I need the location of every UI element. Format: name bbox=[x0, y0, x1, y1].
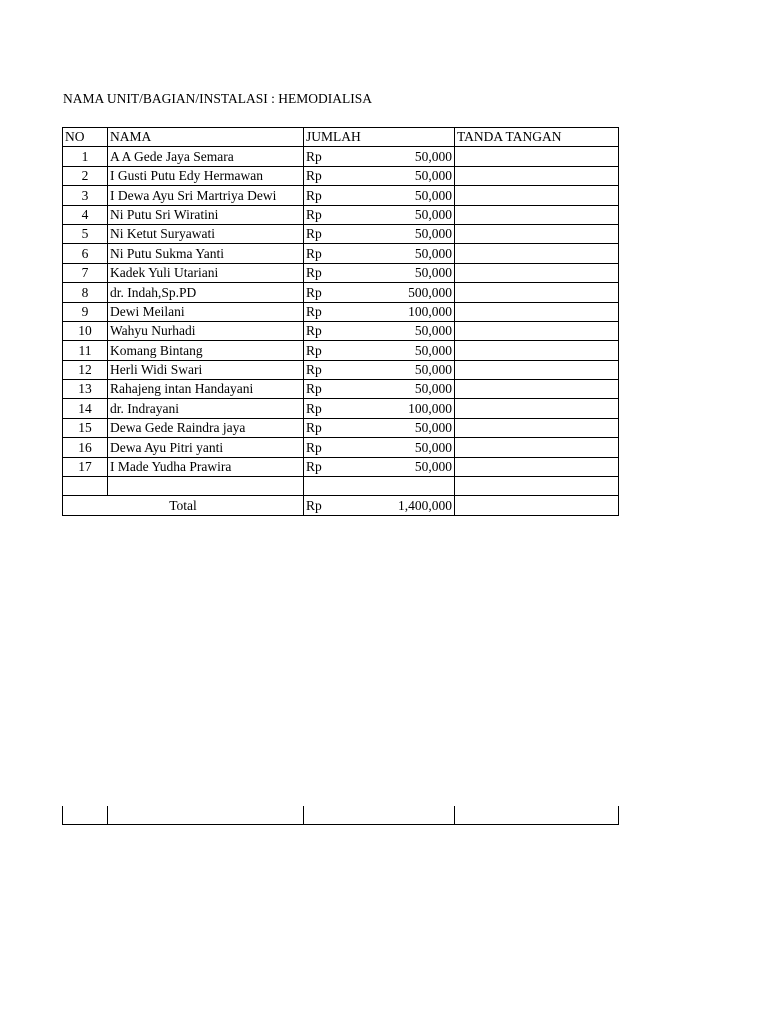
row-signature bbox=[455, 360, 619, 379]
table-row bbox=[63, 244, 619, 263]
row-name: Ni Putu Sukma Yanti bbox=[108, 244, 304, 263]
row-name: Komang Bintang bbox=[108, 341, 304, 360]
row-name: Rahajeng intan Handayani bbox=[108, 380, 304, 399]
row-number: 3 bbox=[63, 186, 108, 205]
row-amount: 500,000 bbox=[344, 283, 455, 302]
table-row bbox=[63, 263, 619, 282]
row-amount: 50,000 bbox=[344, 224, 455, 243]
empty-cell-no bbox=[63, 477, 108, 496]
empty-cell-tanda-tangan bbox=[455, 477, 619, 496]
row-amount: 50,000 bbox=[344, 244, 455, 263]
row-name: Wahyu Nurhadi bbox=[108, 321, 304, 340]
row-currency: Rp bbox=[304, 418, 344, 437]
table-row bbox=[63, 224, 619, 243]
header-row bbox=[63, 128, 619, 147]
header-tanda-tangan: TANDA TANGAN bbox=[455, 128, 619, 147]
row-name: dr. Indah,Sp.PD bbox=[108, 283, 304, 302]
row-number: 14 bbox=[63, 399, 108, 418]
row-currency: Rp bbox=[304, 244, 344, 263]
row-number: 7 bbox=[63, 263, 108, 282]
row-number: 12 bbox=[63, 360, 108, 379]
row-number: 9 bbox=[63, 302, 108, 321]
table-body bbox=[63, 128, 619, 516]
row-signature bbox=[455, 283, 619, 302]
table-row bbox=[63, 283, 619, 302]
row-number: 16 bbox=[63, 438, 108, 457]
row-signature bbox=[455, 263, 619, 282]
header-nama: NAMA bbox=[108, 128, 304, 147]
bottom-cell-tanda-tangan bbox=[455, 806, 619, 825]
row-number: 17 bbox=[63, 457, 108, 476]
row-amount: 50,000 bbox=[344, 341, 455, 360]
table-row bbox=[63, 186, 619, 205]
row-currency: Rp bbox=[304, 263, 344, 282]
total-label: Total bbox=[63, 496, 304, 515]
row-number: 1 bbox=[63, 147, 108, 166]
row-name: Ni Putu Sri Wiratini bbox=[108, 205, 304, 224]
row-currency: Rp bbox=[304, 186, 344, 205]
total-amount: 1,400,000 bbox=[344, 496, 455, 515]
row-number: 10 bbox=[63, 321, 108, 340]
row-signature bbox=[455, 321, 619, 340]
total-currency: Rp bbox=[304, 496, 344, 515]
page-bottom-table-fragment bbox=[62, 806, 619, 825]
row-number: 11 bbox=[63, 341, 108, 360]
row-signature bbox=[455, 205, 619, 224]
row-currency: Rp bbox=[304, 360, 344, 379]
row-signature bbox=[455, 438, 619, 457]
row-currency: Rp bbox=[304, 321, 344, 340]
row-amount: 50,000 bbox=[344, 438, 455, 457]
row-currency: Rp bbox=[304, 302, 344, 321]
row-currency: Rp bbox=[304, 438, 344, 457]
row-amount: 50,000 bbox=[344, 147, 455, 166]
row-signature bbox=[455, 147, 619, 166]
row-signature bbox=[455, 380, 619, 399]
unit-title: NAMA UNIT/BAGIAN/INSTALASI : HEMODIALISA bbox=[63, 91, 373, 106]
table-row bbox=[63, 302, 619, 321]
row-currency: Rp bbox=[304, 283, 344, 302]
row-name: I Gusti Putu Edy Hermawan bbox=[108, 166, 304, 185]
row-name: Dewa Ayu Pitri yanti bbox=[108, 438, 304, 457]
row-currency: Rp bbox=[304, 457, 344, 476]
row-amount: 50,000 bbox=[344, 186, 455, 205]
row-amount: 50,000 bbox=[344, 360, 455, 379]
row-name: I Made Yudha Prawira bbox=[108, 457, 304, 476]
empty-cell-nama bbox=[108, 477, 304, 496]
header-no: NO bbox=[63, 128, 108, 147]
row-currency: Rp bbox=[304, 341, 344, 360]
table-row bbox=[63, 438, 619, 457]
row-amount: 50,000 bbox=[344, 205, 455, 224]
row-name: A A Gede Jaya Semara bbox=[108, 147, 304, 166]
row-currency: Rp bbox=[304, 205, 344, 224]
row-signature bbox=[455, 399, 619, 418]
row-number: 6 bbox=[63, 244, 108, 263]
row-signature bbox=[455, 302, 619, 321]
table-row bbox=[63, 418, 619, 437]
row-number: 13 bbox=[63, 380, 108, 399]
donation-table bbox=[62, 127, 619, 516]
table-row bbox=[63, 380, 619, 399]
row-number: 15 bbox=[63, 418, 108, 437]
row-name: Dewa Gede Raindra jaya bbox=[108, 418, 304, 437]
table-row bbox=[63, 321, 619, 340]
table-row bbox=[63, 341, 619, 360]
row-signature bbox=[455, 457, 619, 476]
row-name: I Dewa Ayu Sri Martriya Dewi bbox=[108, 186, 304, 205]
row-currency: Rp bbox=[304, 399, 344, 418]
row-name: Dewi Meilani bbox=[108, 302, 304, 321]
empty-row bbox=[63, 477, 619, 496]
table-row bbox=[63, 166, 619, 185]
table-row bbox=[63, 399, 619, 418]
row-amount: 50,000 bbox=[344, 166, 455, 185]
row-amount: 100,000 bbox=[344, 302, 455, 321]
table-row bbox=[63, 360, 619, 379]
row-currency: Rp bbox=[304, 380, 344, 399]
bottom-cell-no bbox=[63, 806, 108, 825]
row-number: 4 bbox=[63, 205, 108, 224]
table-row bbox=[63, 205, 619, 224]
row-amount: 50,000 bbox=[344, 263, 455, 282]
table-row bbox=[63, 147, 619, 166]
row-signature bbox=[455, 418, 619, 437]
total-row bbox=[63, 496, 619, 515]
row-name: Kadek Yuli Utariani bbox=[108, 263, 304, 282]
row-currency: Rp bbox=[304, 166, 344, 185]
row-number: 2 bbox=[63, 166, 108, 185]
row-amount: 50,000 bbox=[344, 321, 455, 340]
row-number: 8 bbox=[63, 283, 108, 302]
row-amount: 100,000 bbox=[344, 399, 455, 418]
row-signature bbox=[455, 166, 619, 185]
row-signature bbox=[455, 341, 619, 360]
row-name: dr. Indrayani bbox=[108, 399, 304, 418]
row-currency: Rp bbox=[304, 147, 344, 166]
row-name: Ni Ketut Suryawati bbox=[108, 224, 304, 243]
row-name: Herli Widi Swari bbox=[108, 360, 304, 379]
total-signature bbox=[455, 496, 619, 515]
row-number: 5 bbox=[63, 224, 108, 243]
row-signature bbox=[455, 224, 619, 243]
bottom-empty-row bbox=[63, 806, 619, 825]
empty-cell-jumlah bbox=[304, 477, 455, 496]
row-amount: 50,000 bbox=[344, 457, 455, 476]
table-row bbox=[63, 457, 619, 476]
row-signature bbox=[455, 244, 619, 263]
row-amount: 50,000 bbox=[344, 418, 455, 437]
row-amount: 50,000 bbox=[344, 380, 455, 399]
bottom-cell-nama bbox=[108, 806, 304, 825]
bottom-cell-jumlah bbox=[304, 806, 455, 825]
row-currency: Rp bbox=[304, 224, 344, 243]
header-jumlah: JUMLAH bbox=[304, 128, 455, 147]
row-signature bbox=[455, 186, 619, 205]
